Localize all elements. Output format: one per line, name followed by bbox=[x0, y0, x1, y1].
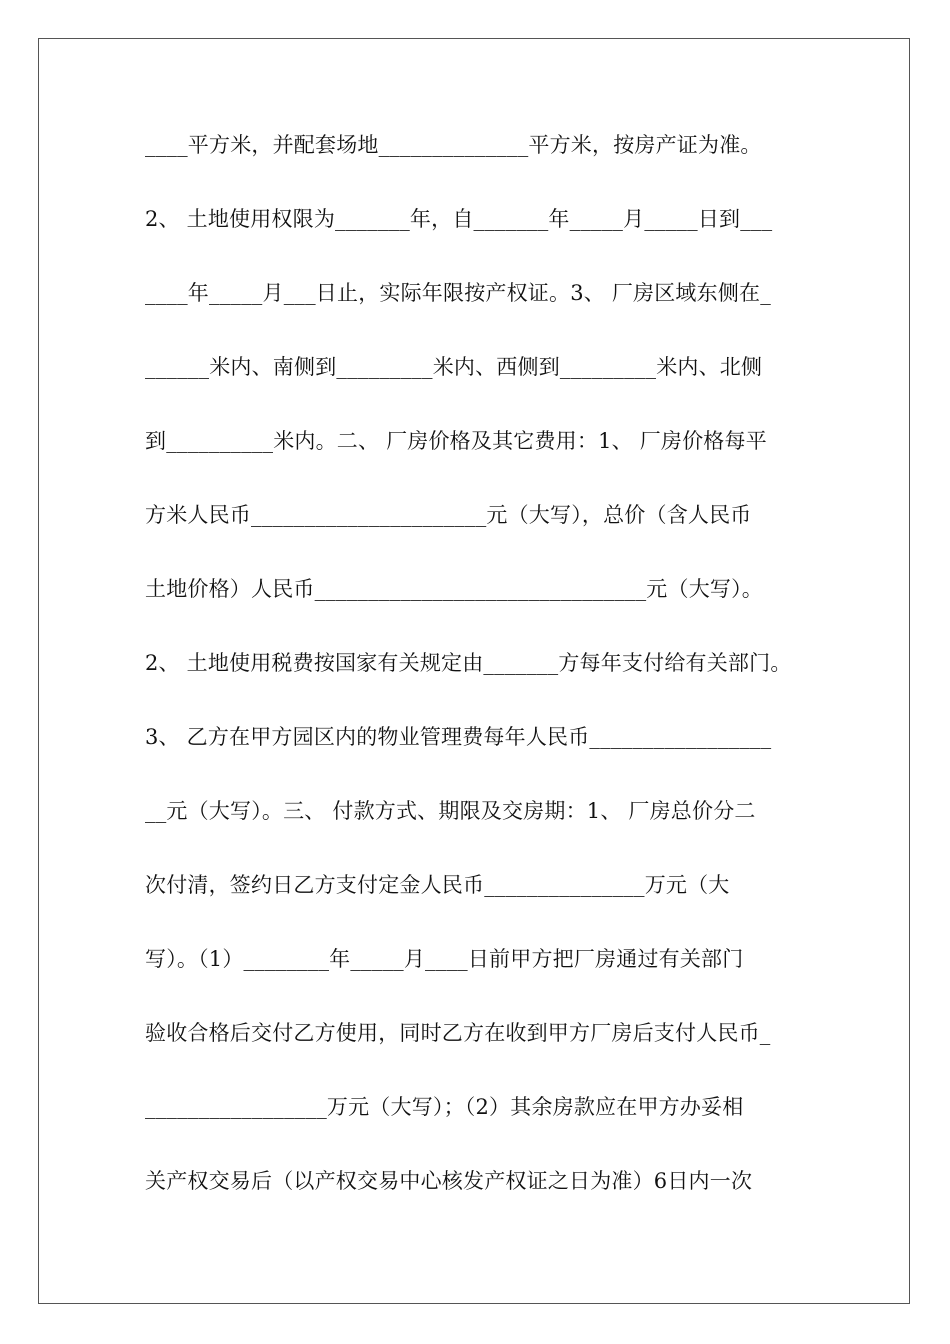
document-body bbox=[145, 125, 825, 1235]
document-line: 3、 乙方在甲方园区内的物业管理费每年人民币_________________ bbox=[145, 725, 772, 749]
document-line: ______米内、南侧到_________米内、西侧到_________米内、北侧 bbox=[145, 355, 763, 379]
document-line: 方米人民币______________________元（大写），总价（含人民币 bbox=[145, 503, 752, 527]
document-line: ____年_____月___日止，实际年限按产权证。3、 厂房区域东侧在_ bbox=[145, 281, 771, 305]
document-line: 到__________米内。二、 厂房价格及其它费用：1、 厂房价格每平 bbox=[145, 429, 767, 453]
document-line: 验收合格后交付乙方使用，同时乙方在收到甲方厂房后支付人民币_ bbox=[145, 1021, 771, 1045]
document-line: 关产权交易后（以产权交易中心核发产权证之日为准）6日内一次 bbox=[145, 1169, 753, 1193]
document-line: 土地价格）人民币_______________________________元（大写）。 bbox=[145, 577, 763, 601]
document-line: 2、 土地使用权限为_______年，自_______年_____月_____日到___ bbox=[145, 207, 773, 231]
document-line: 写）。（1）________年_____月____日前甲方把厂房通过有关部门 bbox=[145, 947, 744, 971]
document-line: 2、 土地使用税费按国家有关规定由_______方每年支付给有关部门。 bbox=[145, 651, 792, 675]
document-line: __元（大写）。三、 付款方式、期限及交房期：1、 厂房总价分二 bbox=[145, 799, 756, 823]
document-line: 次付清，签约日乙方支付定金人民币_______________万元（大 bbox=[145, 873, 730, 897]
document-line: _________________万元（大写）；（2）其余房款应在甲方办妥相 bbox=[145, 1095, 744, 1119]
document-line: ____平方米，并配套场地______________平方米，按房产证为准。 bbox=[145, 133, 762, 157]
